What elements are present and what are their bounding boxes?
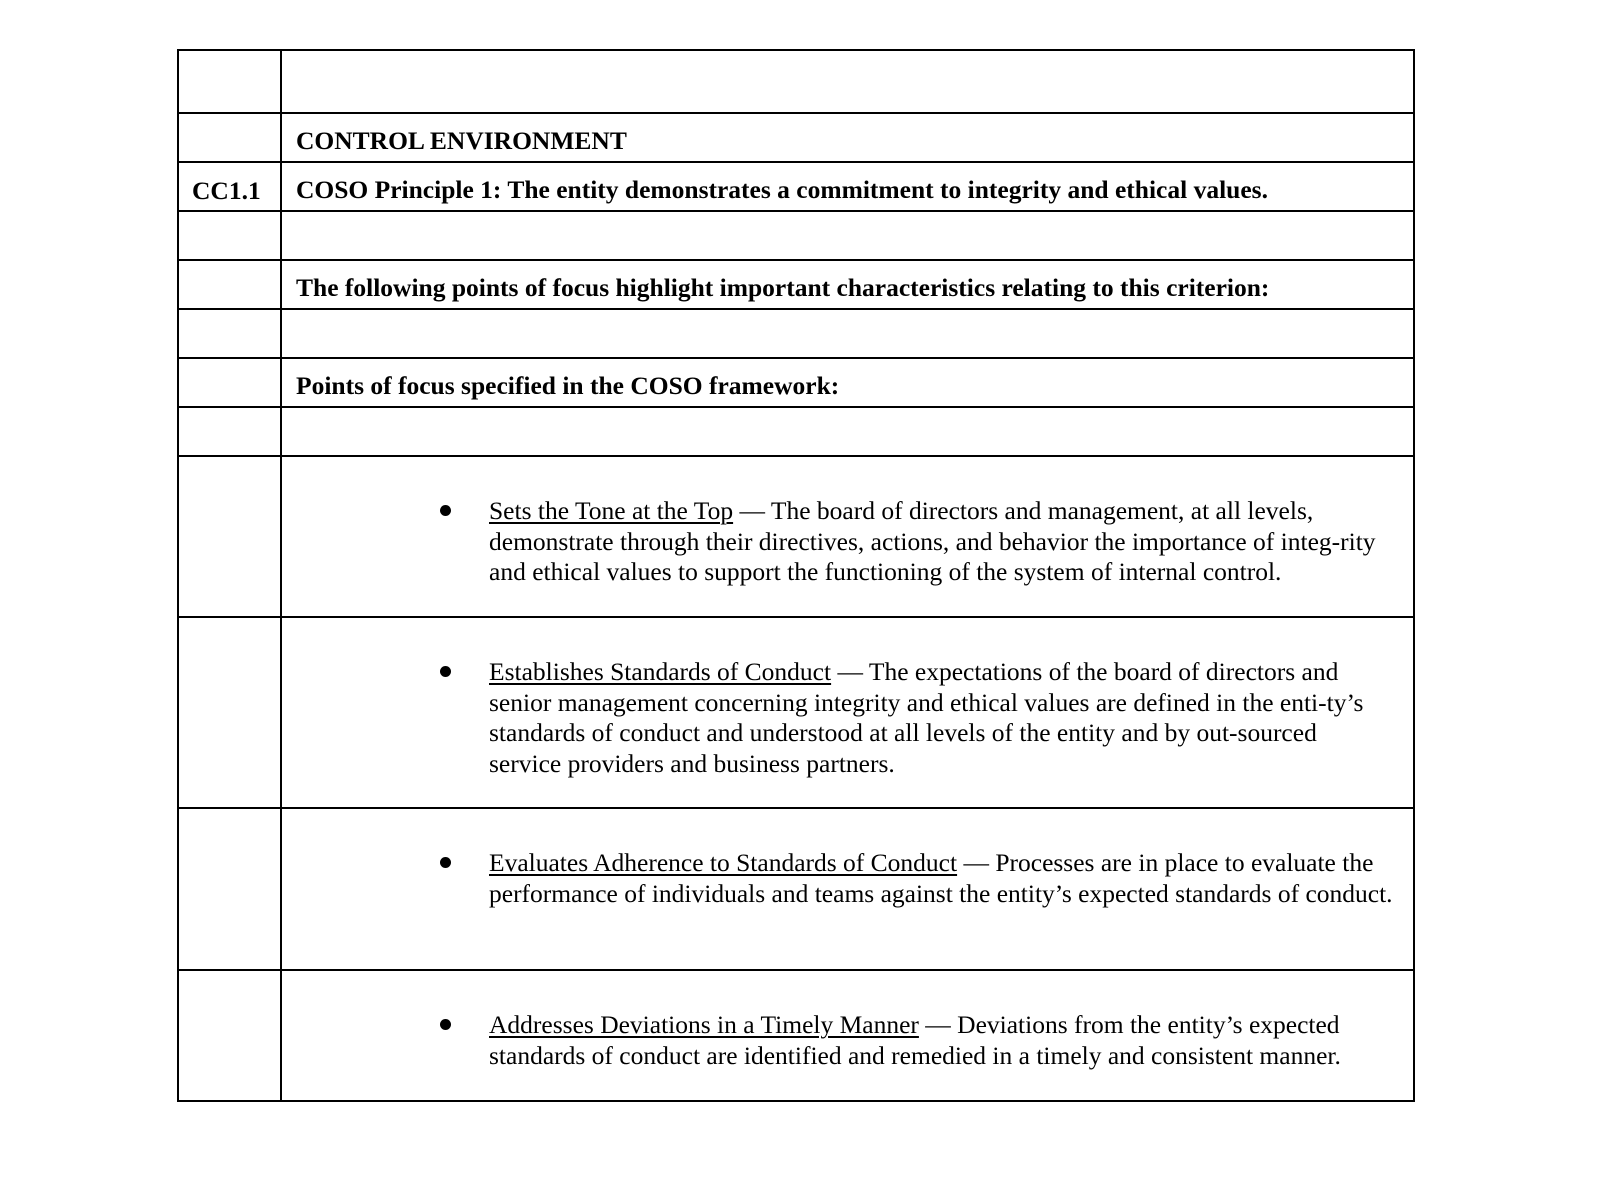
empty-cell [281, 407, 1414, 456]
table-row [178, 358, 1414, 407]
table-row [178, 456, 1414, 617]
empty-cell [178, 358, 281, 407]
bullet-icon [440, 666, 451, 677]
point-of-focus-item [281, 617, 1414, 808]
table-row [178, 407, 1414, 456]
table-row [178, 113, 1414, 162]
empty-cell [178, 113, 281, 162]
point-text [489, 657, 1393, 779]
point-description: — Processes are in place to evaluate the performance of individuals and teams against the entity’s expected standards of conduct. [489, 848, 1393, 908]
point-text [489, 1010, 1393, 1071]
empty-cell [281, 211, 1414, 260]
empty-cell [178, 407, 281, 456]
empty-cell [178, 50, 281, 113]
point-title: Addresses Deviations in a Timely Manner [489, 1010, 919, 1039]
table-row [178, 211, 1414, 260]
point-title: Establishes Standards of Conduct [489, 657, 832, 686]
table-row [178, 808, 1414, 970]
table-row [178, 970, 1414, 1101]
table-row [178, 260, 1414, 309]
point-of-focus-item [281, 970, 1414, 1101]
empty-cell [178, 456, 281, 617]
point-of-focus-item [281, 456, 1414, 617]
section-heading: CONTROL ENVIRONMENT [281, 113, 1414, 162]
table-row [178, 50, 1414, 113]
bullet-icon [440, 1019, 451, 1030]
table-row [178, 309, 1414, 358]
point-of-focus-item [281, 808, 1414, 970]
points-heading: Points of focus specified in the COSO framework: [281, 358, 1414, 407]
bullet-icon [440, 505, 451, 516]
table-row [178, 617, 1414, 808]
empty-cell [281, 50, 1414, 113]
principle-statement: COSO Principle 1: The entity demonstrates a commitment to integrity and ethical values. [281, 162, 1414, 211]
empty-cell [178, 617, 281, 808]
point-text [489, 496, 1393, 588]
empty-cell [178, 260, 281, 309]
point-description: — The expectations of the board of directors and senior management concerning integrity and ethical values are defined in the enti-ty’s standards of conduct and understood at all levels of the entity and by out-sourced service providers and business partners. [489, 657, 1364, 778]
empty-cell [178, 808, 281, 970]
empty-cell [178, 309, 281, 358]
point-title: Evaluates Adherence to Standards of Conduct [489, 848, 958, 877]
point-description: — The board of directors and management, at all levels, demonstrate through their directives, actions, and behavior the importance of integ-rity and ethical values to support the functioning of the system of internal control. [489, 496, 1376, 586]
point-description: — Deviations from the entity’s expected standards of conduct are identified and remedied in a timely and consistent manner. [489, 1010, 1341, 1070]
bullet-icon [440, 857, 451, 868]
empty-cell [178, 970, 281, 1101]
empty-cell [281, 309, 1414, 358]
table-row [178, 162, 1414, 211]
intro-statement: The following points of focus highlight important characteristics relating to this criterion: [281, 260, 1414, 309]
criteria-table [177, 49, 1415, 1102]
empty-cell [178, 211, 281, 260]
point-text [489, 848, 1393, 909]
criterion-id: CC1.1 [178, 162, 281, 211]
point-title: Sets the Tone at the Top [489, 496, 734, 525]
